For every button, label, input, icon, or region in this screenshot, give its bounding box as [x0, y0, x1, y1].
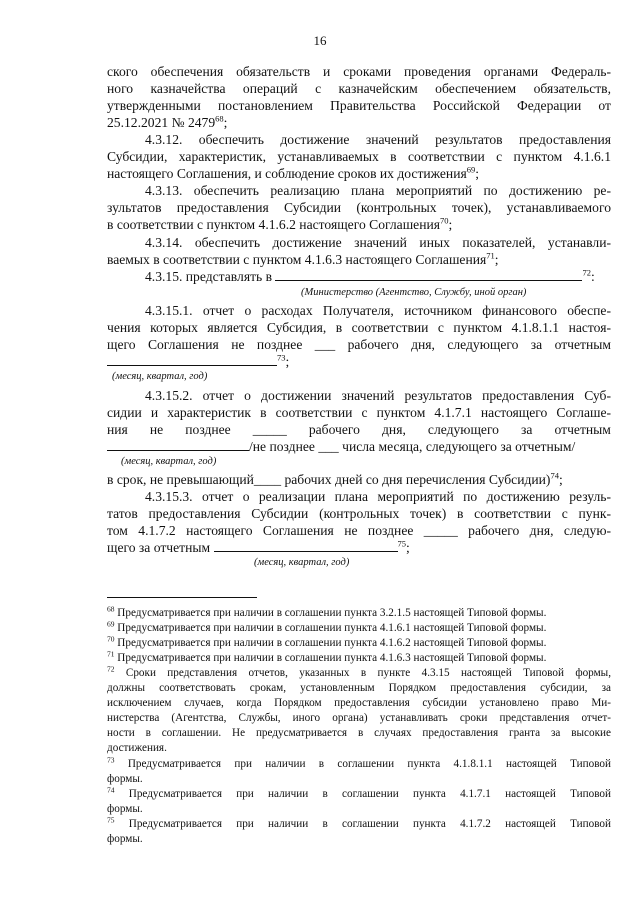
paragraph-4-3-15-1: 4.3.15.1. отчет о расходах Получателя, источником финансового обеспе- — [145, 303, 611, 318]
paragraph-4-3-14: 4.3.14. обеспечить достижение значений иных показателей, устанавли- — [145, 235, 611, 250]
footnote-68: $^{68}$ Предусматривается при наличии в соглашении пункта 3.2.1.5 настоящей Типовой формы. — [107, 604, 547, 619]
body-line: щего за отчетным $^{75}$; — [107, 538, 410, 555]
footnote-ref[interactable]: 71 — [486, 250, 495, 261]
paragraph-4-3-15: 4.3.15. представлять в $^{72}$: — [145, 267, 595, 284]
footnote-ref[interactable]: 74 — [550, 470, 559, 481]
body-line: утвержденными постановлением Правительства Российской Федерации от — [107, 98, 611, 113]
body-line: настоящего Соглашения, и соблюдение сроков их достижения$^{69}$; — [107, 164, 480, 181]
page-number: 16 — [313, 33, 327, 48]
field-caption: (месяц, квартал, год) — [112, 371, 208, 382]
body-line: 25.12.2021 № 2479$^{68}$; — [107, 113, 228, 130]
body-line: в соответствии с пунктом 4.1.6.2 настоящего Соглашения$^{70}$; — [107, 215, 453, 232]
body-line: чения которых является Субсидия, в соответствии с пунктом 4.1.8.1.1 настоя- — [107, 320, 611, 335]
footnote-ref[interactable]: 72 — [582, 267, 591, 278]
paragraph-4-3-13: 4.3.13. обеспечить реализацию плана мероприятий по достижению ре- — [145, 183, 611, 198]
body-line: ского обеспечения обязательств и сроками проведения органами Федераль- — [107, 64, 611, 79]
footnote-70: $^{70}$ Предусматривается при наличии в соглашении пункта 4.1.6.2 настоящей Типовой формы. — [107, 634, 547, 649]
body-line: Субсидии, характеристик, устанавливаемых в соответствии с пунктом 4.1.6.1 — [107, 149, 611, 164]
footnote-line: формы. — [107, 803, 143, 815]
body-line: ния не позднее _____ рабочего дня, следующего за отчетным — [107, 422, 611, 437]
footnote-line: достижения. — [107, 742, 167, 754]
footnote-ref[interactable]: 68 — [215, 113, 224, 124]
footnote-ref[interactable]: 73 — [277, 352, 286, 363]
footnote-71: $^{71}$ Предусматривается при наличии в соглашении пункта 4.1.6.3 настоящей Типовой формы. — [107, 649, 547, 664]
footnote-line: должны соответствовать срокам, установленным Порядком предоставления субсидии, за — [107, 682, 611, 694]
body-line: $^{73}$; — [107, 353, 611, 370]
field-caption: (месяц, квартал, год) — [121, 456, 217, 467]
footnote-75: $^{75}$ Предусматривается при наличии в соглашении пункта 4.1.7.2 настоящей Типовой — [107, 815, 611, 830]
body-line: том 4.1.7.2 настоящего Соглашения не позднее _____ рабочего дня, следую- — [107, 523, 611, 538]
footnote-separator — [107, 597, 257, 598]
field-caption: (месяц, квартал, год) — [254, 557, 350, 568]
footnote-ref[interactable]: 69 — [466, 164, 476, 175]
footnote-74: $^{74}$ Предусматривается при наличии в соглашении пункта 4.1.7.1 настоящей Типовой — [107, 785, 611, 800]
body-line: в срок, не превышающий____ рабочих дней со дня перечисления Субсидии)$^{74}$; — [107, 470, 563, 487]
body-line: татов предоставления Субсидии (контрольных точек) в соответствии с пунк- — [107, 506, 611, 521]
body-line: зультатов предоставления Субсидии (контрольных точек), устанавливаемого — [107, 200, 611, 215]
field-caption: (Министерство (Агентство, Службу, иной орган) — [301, 287, 527, 298]
body-line: /не позднее ___ числа месяца, следующего за отчетным/ — [107, 438, 611, 455]
footnote-73: $^{73}$ Предусматривается при наличии в соглашении пункта 4.1.8.1.1 настоящей Типовой — [107, 755, 611, 770]
blank-line[interactable] — [214, 540, 398, 552]
body-line: ваемых в соответствии с пунктом 4.1.6.3 настоящего Соглашения$^{71}$; — [107, 250, 499, 267]
paragraph-4-3-15-3: 4.3.15.3. отчет о реализации плана мероприятий по достижению резуль- — [145, 489, 611, 504]
footnote-line: ности в соглашении. Не предусматривается в случаях предоставления гранта за высокие — [107, 727, 611, 739]
body-line: щего Соглашения не позднее ___ рабочего дня, следующего за отчетным — [107, 337, 611, 352]
body-line: ного казначейства операций с казначейским обеспечением обязательств, — [107, 81, 611, 96]
footnote-line: формы. — [107, 833, 143, 845]
paragraph-4-3-15-2: 4.3.15.2. отчет о достижении значений результатов предоставления Суб- — [145, 388, 611, 403]
body-line: сидии и характеристик в соответствии с пунктом 4.1.7.1 настоящего Соглаше- — [107, 405, 611, 420]
footnote-line: исключением случаев, когда Порядком предоставления субсидии установлено право Ми- — [107, 697, 611, 709]
blank-line[interactable] — [107, 354, 277, 366]
paragraph-4-3-12: 4.3.12. обеспечить достижение значений результатов предоставления — [145, 132, 611, 147]
footnote-72: $^{72}$ Сроки представления отчетов, указанных в пункте 4.3.15 настоящей Типовой формы, — [107, 664, 611, 679]
blank-line[interactable] — [275, 269, 582, 281]
footnote-ref[interactable]: 75 — [397, 538, 407, 549]
footnote-line: формы. — [107, 773, 143, 785]
blank-line[interactable] — [107, 439, 249, 451]
footnote-ref[interactable]: 70 — [440, 215, 449, 226]
footnote-line: нистерства (Агентства, Службы, иного органа) устанавливать сроки представления отчет- — [107, 712, 611, 724]
footnote-69: $^{69}$ Предусматривается при наличии в соглашении пункта 4.1.6.1 настоящей Типовой формы. — [107, 619, 547, 634]
